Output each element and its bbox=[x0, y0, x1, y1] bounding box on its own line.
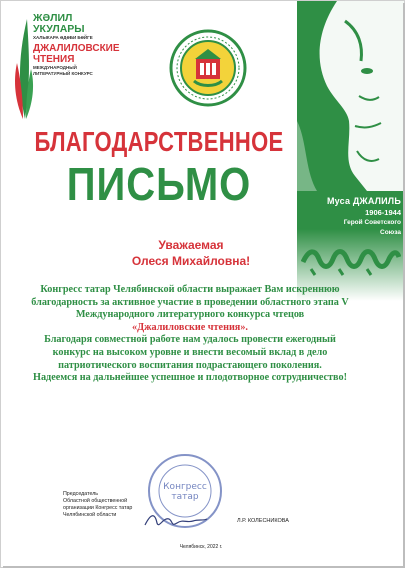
poet-years: 1906-1944 bbox=[365, 208, 401, 217]
contest-name-highlight: «Джалиловские чтения». bbox=[132, 321, 248, 333]
document-title-line2: ПИСЬМО bbox=[66, 159, 252, 211]
body-paragraph-3: Надеемся на дальнейшее успешное и плодотворное сотрудничество! bbox=[33, 372, 347, 384]
leaves-logo-icon bbox=[13, 11, 35, 121]
poet-title-line1: Герой Советского bbox=[343, 219, 401, 226]
signer-role-line4: Челябинской области bbox=[63, 512, 117, 518]
logo-tatar-line1: ЖӘЛИЛ bbox=[33, 12, 73, 24]
logo-ru-line3: МЕЖДУНАРОДНЫЙ bbox=[33, 65, 77, 70]
poet-name: Муса ДЖАЛИЛЬ bbox=[326, 196, 401, 206]
handwritten-signature bbox=[141, 509, 211, 531]
contest-logo-text bbox=[33, 13, 120, 76]
logo-tatar-line2: УКУЛАРЫ bbox=[33, 23, 85, 35]
logo-ru-line4: ЛИТЕРАТУРНЫЙ КОНКУРС bbox=[33, 70, 93, 76]
body-paragraph-1 bbox=[25, 284, 355, 334]
signer-role-line1: Председатель bbox=[63, 491, 99, 497]
stamp-text-line1: Конгресс bbox=[163, 482, 207, 492]
signer-position bbox=[63, 491, 132, 519]
logo-ru-line1: ДЖАЛИЛОВСКИЕ bbox=[33, 43, 120, 54]
letter-body bbox=[25, 284, 355, 385]
greeting-salutation: Уважаемая bbox=[158, 238, 224, 252]
body-paragraph-2: Благодаря совместной работе нам удалось провести ежегодный конкурс на высоком уровне и внести весомый вклад в дело патриотического воспитания подрастающего поколения. bbox=[44, 334, 336, 371]
place-and-date: Челябинск, 2022 г. bbox=[179, 544, 223, 550]
document-title-line1: БЛАГОДАРСТВЕННОЕ bbox=[34, 125, 284, 157]
greeting-recipient: Олеся Михайловна! bbox=[131, 254, 251, 268]
stamp-text-line2: татар bbox=[171, 492, 199, 502]
logo-tatar-line3: ХАЛЫКАРА ӘДӘБИ БӘЙГЕ bbox=[33, 35, 93, 40]
logo-ru-line2: ЧТЕНИЯ bbox=[33, 53, 75, 65]
signer-name: Л.Р. КОЛЕСНИКОВА bbox=[237, 518, 289, 524]
signer-role-line3: организации Конгресс татар bbox=[63, 505, 133, 511]
body-paragraph-1-text: Конгресс татар Челябинской области выражает Вам искреннюю благодарность за активное участие в проведении областного этапа V Международного литературного конкурса чтецов bbox=[31, 284, 349, 321]
signer-role-line2: Областной общественной bbox=[63, 498, 128, 504]
poet-caption bbox=[301, 196, 401, 237]
congress-emblem-icon bbox=[169, 29, 247, 107]
poet-title-line2: Союза bbox=[380, 229, 401, 236]
